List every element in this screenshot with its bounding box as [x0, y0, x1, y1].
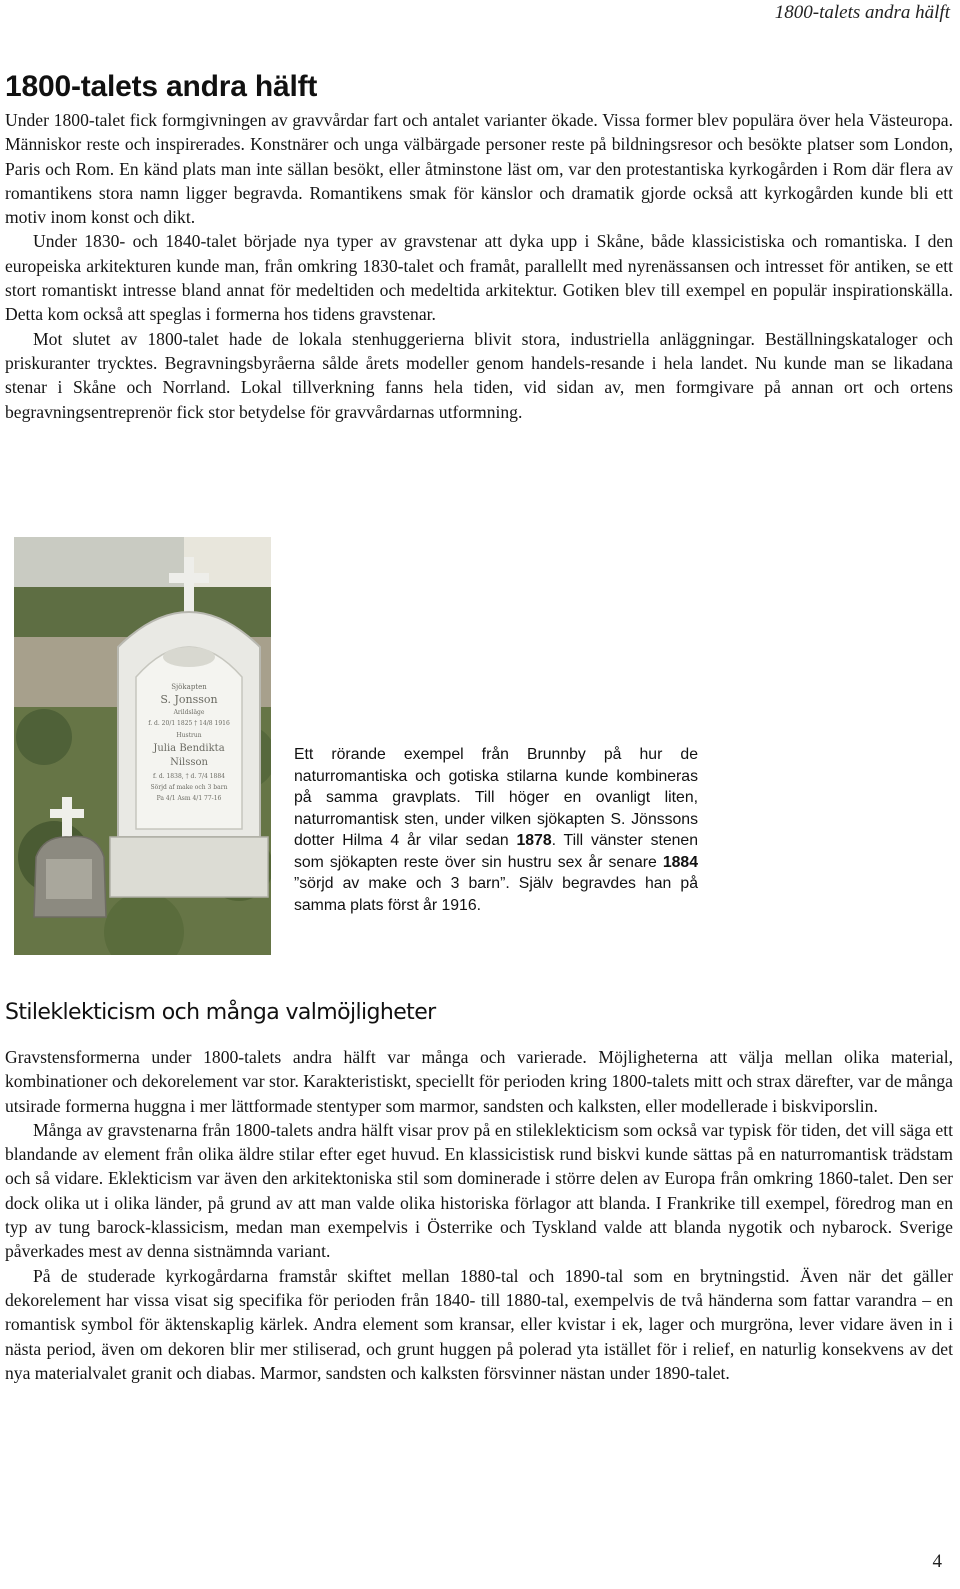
paragraph: Många av gravstenarna från 1800-talets andra hälft visar prov på en stileklekticism som också var typisk för tiden, det vill säga ett blandande av element från olika äldre stilar efter eget huvud. En klassicistisk rund biskvi kunde sättas på en naturromantisk trädstam och så vidare. Eklekticism var även den arkitektoniska stil som dominerade i större delen av Europa från omkring 1860-talet. Den ser dock olika ut i olika länder, på grund av att man valde olika historiska förlagor att blanda. I Frankrike till exempel, föredrog man en typ av tung barock-klassicism, medan man exempelvis i Österrike och Tyskland valde att blanda nygotik och nybarock. Sverige påverkades mest av denna sistnämnda variant. — [5, 1119, 953, 1262]
section-heading-stileklekticism: Stileklekticism och många valmöjligheter — [5, 1000, 436, 1025]
caption-text: . Till vänster stenen som sjökapten reste över sin hustru sex år senare — [294, 832, 699, 871]
stone-inscription-line: Sjökapten — [171, 683, 207, 691]
stone-inscription-line: Julia Bendikta — [153, 743, 225, 754]
gravestone-photo — [14, 537, 271, 955]
stone-inscription-line: f. d. 1838, † d. 7/4 1884 — [153, 773, 225, 780]
stone-inscription-line: f. d. 20/1 1825 † 14/8 1916 — [148, 720, 230, 727]
gravestone-photo-illustration — [14, 537, 271, 955]
stone-inscription-line: Pa 4/1 Asm 4/1 77-16 — [156, 795, 222, 802]
paragraph: På de studerade kyrkogårdarna framstår skiftet mellan 1880-tal och 1890-tal som en brytningstid. Även när det gäller dekorelement har vissa visat sig specifika för perioden från 1840- till 1880-tal, exempelvis de två händerna som fattar varandra – en romantisk symbol för äktenskaplig kärlek. Andra element som kransar, eller kvistar i ek, lager och murgröna, lever vidare även in i nästa period, även om dekoren blir mer stiliserad, och grunt huggen på polerad yta istället för i relief, en naturlig konsekvens av det nya materialvalet granit och diabas. Marmor, sandsten och kalksten försvinner nästan under 1890-talet. — [5, 1265, 953, 1383]
caption-year: 1878 — [516, 832, 552, 849]
section-heading-1800-talets: 1800-talets andra hälft — [5, 70, 318, 103]
caption-year: 1884 — [662, 853, 698, 871]
paragraph: Gravstensformerna under 1800-talets andra hälft var många och varierade. Möjligheterna att välja mellan olika material, kombinationer och dekorelement var stor. Karakteristiskt, speciellt för perioden kring 1800-talets mitt och strax därefter, var de många utsirade formerna huggna i mer lättformade stentyper som marmor, sandsten och kalksten, eller modellerade i biskviporslin. — [5, 1047, 953, 1116]
caption-text: ”sörjd av make och 3 barn”. Själv begravdes han på samma plats först år 1916. — [294, 875, 698, 914]
caption-text: Ett rörande exempel från Brunnby på hur de naturromantiska och gotiska stilarna kunde kombineras på samma gravplats. Till höger en ovanligt liten, naturromantisk sten, under vilken sjökapten S. Jönssons dotter Hilma 4 år vilar sedan — [294, 746, 698, 849]
section-2-body — [5, 1045, 953, 1385]
paragraph: Under 1830- och 1840-talet började nya typer av gravstenar att dyka upp i Skåne, både klassicistiska och romantiska. I den europeiska arkitekturen kunde man, från omkring 1830-talet och framåt, parallellt med nyrenässansen och intresset för antiken, se ett stort romantiskt intresse bland annat för medeltiden och medeltida arkitektur. Gotiken blev till exempel en populär inspirationskälla. Detta kom också att speglas i formerna hos tidens gravstenar. — [5, 231, 953, 325]
stone-inscription-line: Hustrun — [176, 732, 202, 739]
paragraph: Mot slutet av 1800-talet hade de lokala stenhuggerierna blivit stora, industriella anläggningar. Beställningskataloger och priskuranter trycktes. Begravningsbyråerna sålde årets modeller genom handels-resande i hela landet. Nu kunde man se likadana stenar i Skåne och Norrland. Lokal tillverkning fanns hela tiden, vid sidan av, men formgivare på annan ort och ortens begravningsentreprenör fick stor betydelse för gravvårdarnas utformning. — [5, 328, 953, 422]
stone-inscription-line: Arildsläge — [173, 709, 205, 716]
page-number: 4 — [932, 1551, 942, 1572]
running-header: 1800-talets andra hälft — [774, 2, 950, 23]
photo-caption — [294, 744, 698, 916]
paragraph: Under 1800-talet fick formgivningen av gravvårdar fart och antalet varianter ökade. Vissa former blev populära över hela Västeuropa. Människor reste och inspirerades. Konstnärer och unga välbärgade personer reste på bildningsresor och besökte platser som London, Paris och Rom. En känd plats man inte sällan besökt, eller åtminstone läst om, var den protestantiska kyrkogården i Rom där flera av romantikens stora namn ligger begravda. Romantikens smak för känslor och dramatik gjorde också att kyrkogården kunde bli ett motiv inom konst och dikt. — [5, 110, 953, 228]
stone-inscription-line: Nilsson — [170, 757, 208, 768]
stone-inscription-line: S. Jonsson — [160, 693, 218, 706]
stone-inscription-line: Sörjd af make och 3 barn — [150, 784, 228, 791]
section-1-body — [5, 108, 953, 424]
